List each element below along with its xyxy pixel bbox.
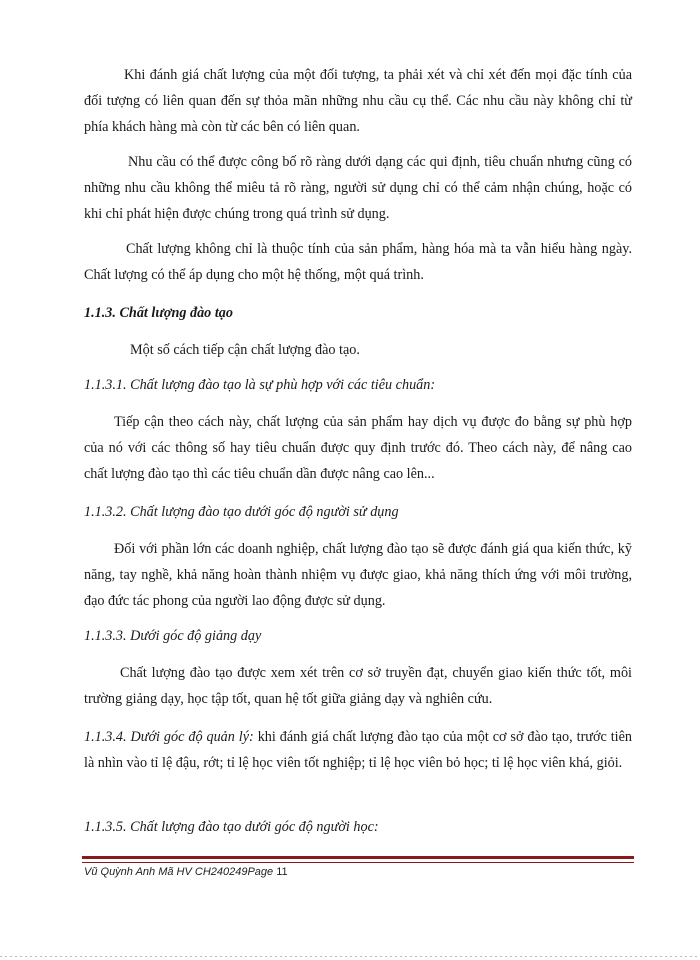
page-footer [84, 866, 288, 878]
footer-rule-thick [82, 856, 634, 859]
paragraph-4 [84, 337, 632, 363]
paragraph-1-text: Khi đánh giá chất lượng của một đối tượng, ta phải xét và chỉ xét đến mọi đặc tính của đối tượng có liên quan đến sự thỏa mãn những nhu cầu cụ thể. Các nhu cầu này không chỉ từ phía khách hàng mà còn từ các bên có liên quan. [84, 67, 632, 135]
paragraph-4-text: Một số cách tiếp cận chất lượng đào tạo. [130, 342, 360, 358]
paragraph-2 [84, 149, 632, 227]
subsection-heading-1-1-3-3: 1.1.3.3. Dưới góc độ giảng dạy [84, 628, 262, 644]
subsection-heading-1-1-3-4: 1.1.3.4. Dưới góc độ quản lý: [84, 729, 254, 745]
footer-rule-thin [82, 862, 634, 863]
paragraph-3-text: Chất lượng không chỉ là thuộc tính của sản phẩm, hàng hóa mà ta vẫn hiểu hàng ngày. Chất lượng có thể áp dụng cho một hệ thống, một quá trình. [84, 241, 632, 283]
page-edge-dots [0, 956, 700, 957]
subsection-heading-1-1-3-1: 1.1.3.1. Chất lượng đào tạo là sự phù hợp với các tiêu chuẩn: [84, 377, 436, 393]
footer-page-number: 11 [276, 866, 288, 878]
paragraph-8 [84, 724, 632, 776]
paragraph-1 [84, 62, 632, 140]
paragraph-2-text: Nhu cầu có thể được công bố rõ ràng dưới dạng các qui định, tiêu chuẩn nhưng cũng có những nhu cầu không thể miêu tả rõ ràng, người sử dụng chỉ có thể cảm nhận chúng, hoặc có khi chỉ phát hiện được chúng trong quá trình sử dụng. [84, 154, 632, 222]
footer-author: Vũ Quỳnh Anh Mã HV CH240249 [84, 866, 248, 878]
paragraph-3 [84, 236, 632, 288]
subsection-heading-1-1-3-2: 1.1.3.2. Chất lượng đào tạo dưới góc độ người sử dụng [84, 504, 399, 520]
footer-page-label: Page [247, 866, 274, 878]
paragraph-7-text: Chất lượng đào tạo được xem xét trên cơ sở truyền đạt, chuyển giao kiến thức tốt, môi trường giảng dạy, học tập tốt, quan hệ tốt giữa giảng dạy và nghiên cứu. [84, 665, 632, 707]
subsection-heading-1-1-3-5: 1.1.3.5. Chất lượng đào tạo dưới góc độ người học: [84, 819, 379, 835]
paragraph-7 [84, 660, 632, 712]
section-heading-1-1-3: 1.1.3. Chất lượng đào tạo [84, 305, 233, 321]
paragraph-6 [84, 536, 632, 614]
paragraph-6-text: Đối với phần lớn các doanh nghiệp, chất lượng đào tạo sẽ được đánh giá qua kiến thức, kỹ năng, tay nghề, khả năng hoàn thành nhiệm vụ được giao, khả năng thích ứng với môi trường, đạo đức tác phong của người lao động được sử dụng. [84, 541, 632, 609]
paragraph-8-body: khi đánh giá chất lượng đào tạo của một cơ sở đào tạo, trước tiên là nhìn vào tỉ lệ đậu, rớt; tỉ lệ học viên tốt nghiệp; tỉ lệ học viên bỏ học; tỉ lệ học viên khá, giỏi. [84, 729, 633, 771]
paragraph-5-text: Tiếp cận theo cách này, chất lượng của sản phẩm hay dịch vụ được đo bằng sự phù hợp của nó với các thông số hay tiêu chuẩn được quy định trước đó. Theo cách này, để nâng cao chất lượng đào tạo thì các tiêu chuẩn dần được nâng cao lên... [84, 414, 632, 482]
paragraph-5 [84, 409, 632, 487]
paragraph-8-text [84, 724, 632, 776]
